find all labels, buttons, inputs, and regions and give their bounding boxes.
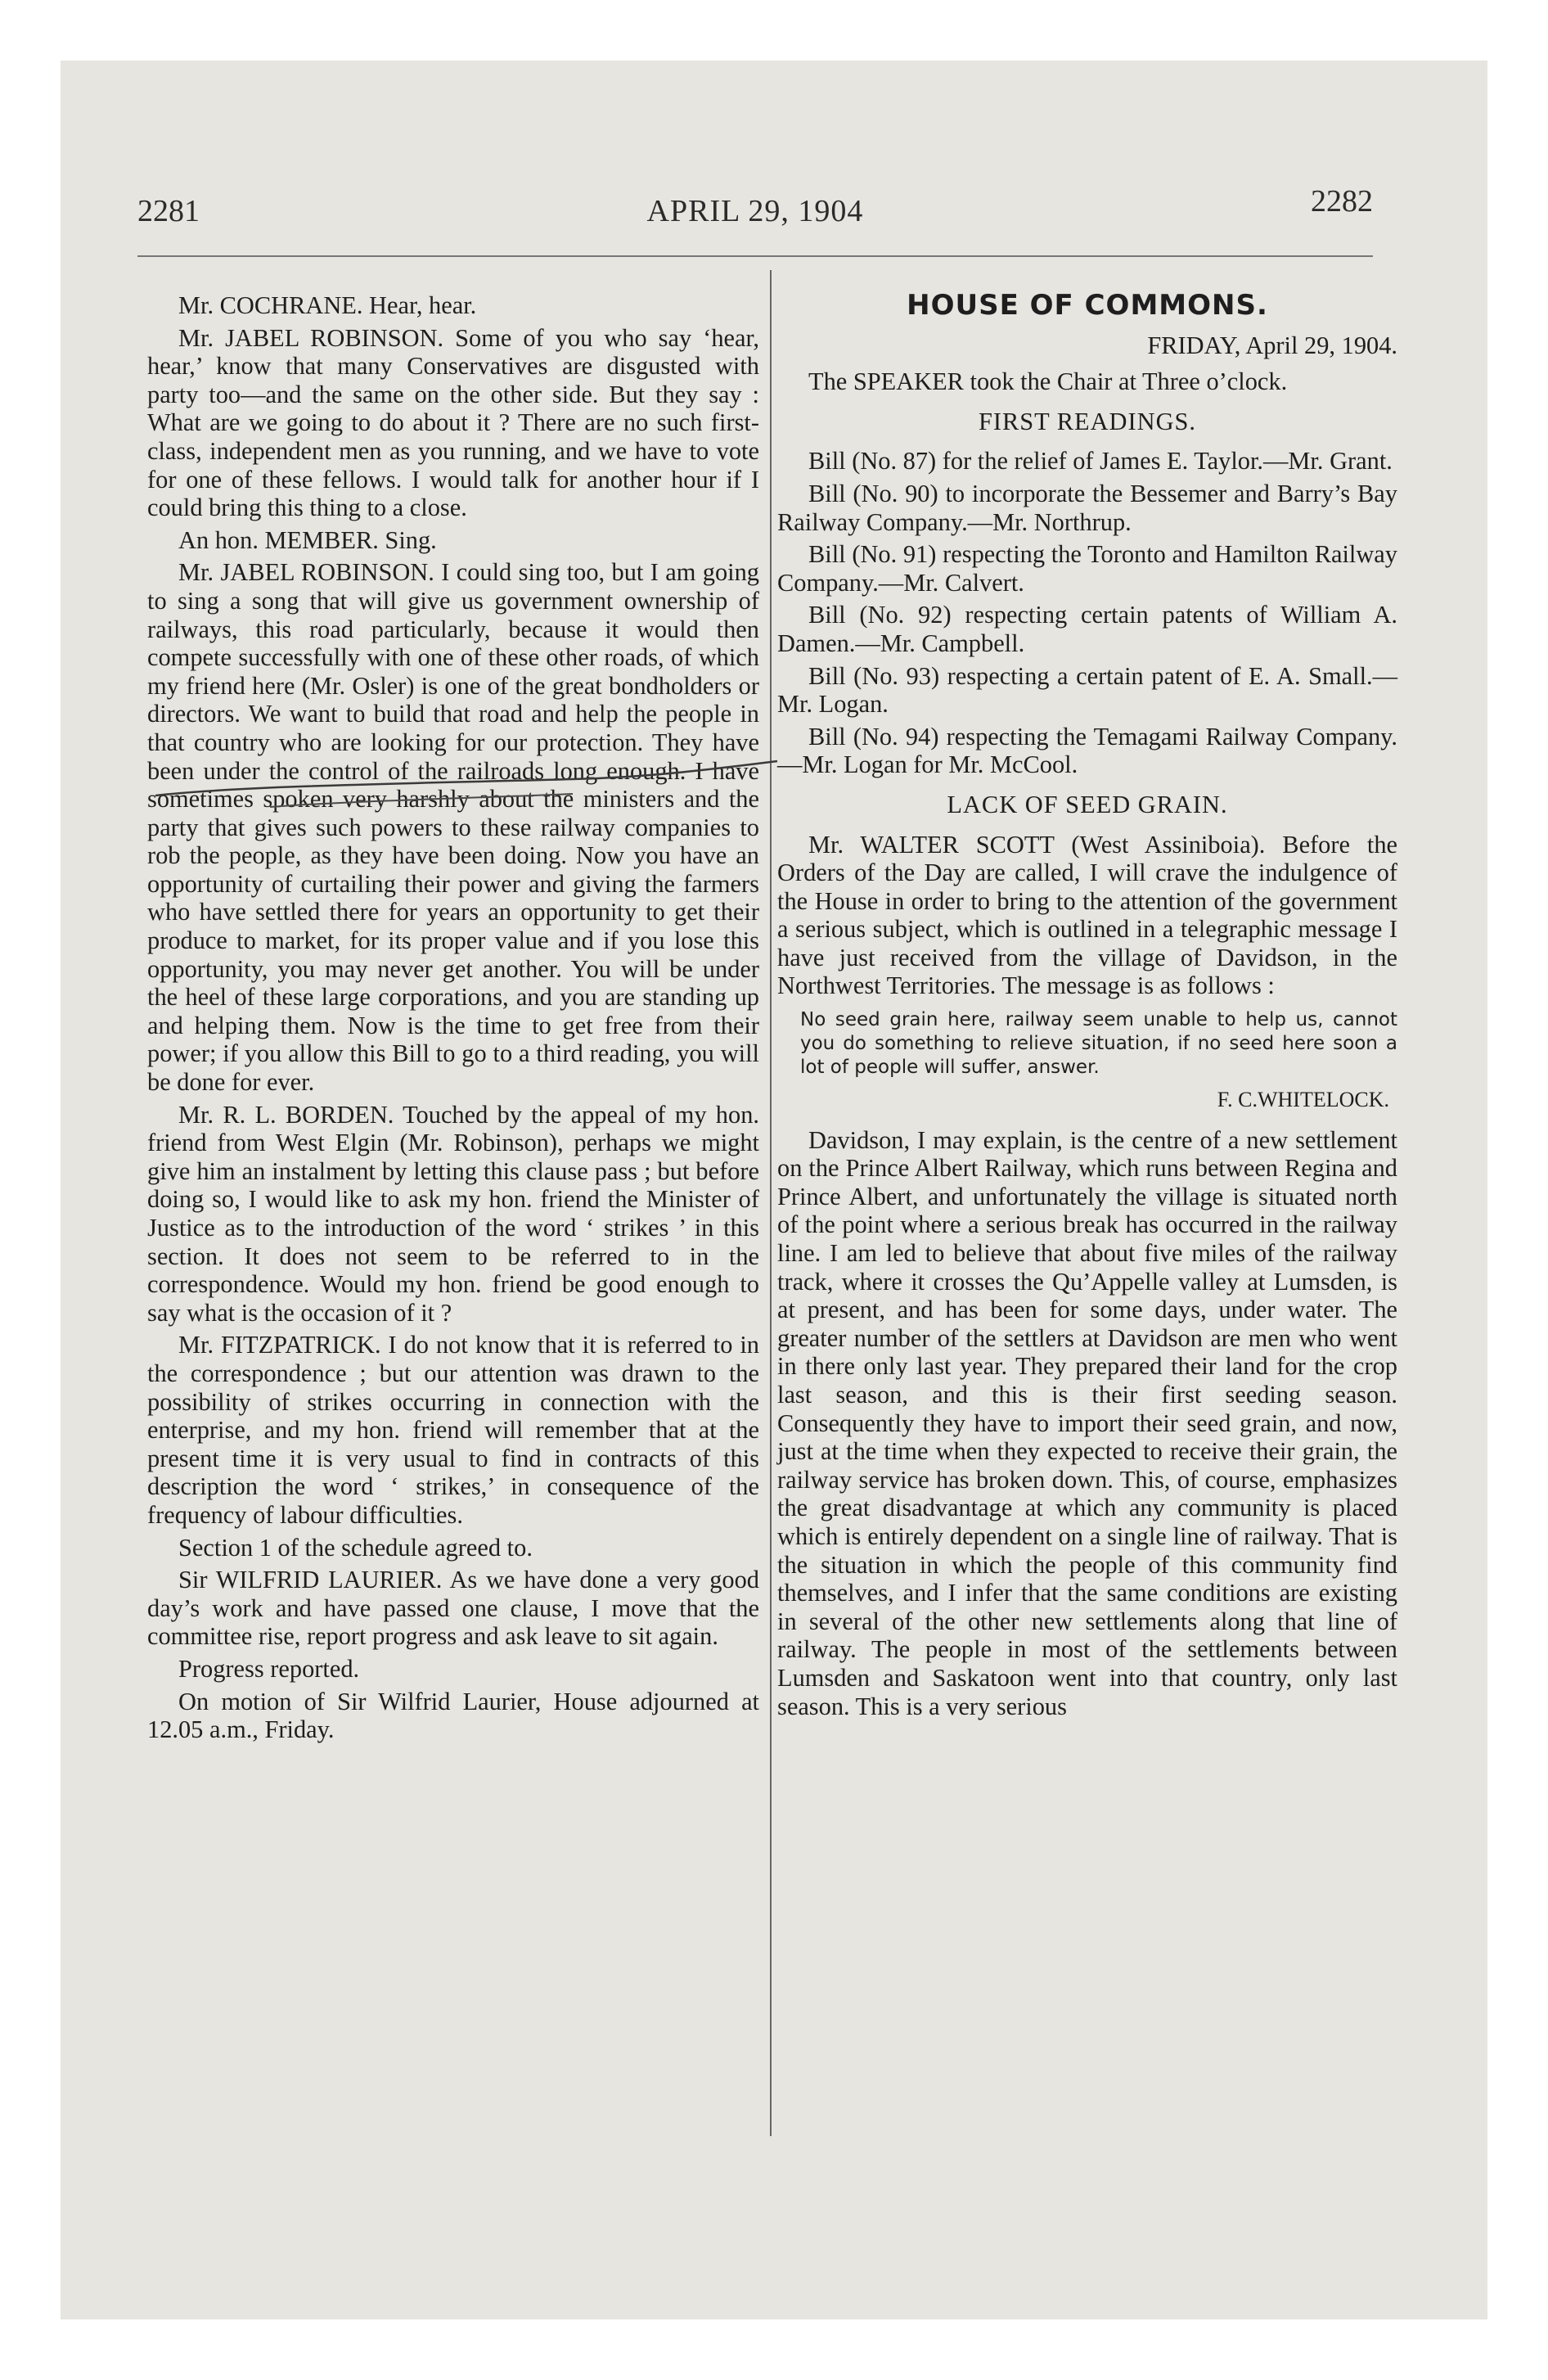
paragraph: Sir WILFRID LAURIER. As we have done a very good day’s work and have passed one clause, I move that the committee rise, report progress and ask leave to sit again.: [147, 1566, 759, 1651]
right-column: [777, 291, 1397, 1724]
paragraph: Mr. FITZPATRICK. I do not know that it is referred to in the correspondence ; but our attention was drawn to the possibility of strikes occurring in connection with the enterprise, and my hon. friend will remember that at the present time it is very usual to find in contracts of this description the word ‘ strikes,’ in consequence of the frequency of labour difficulties.: [147, 1331, 759, 1529]
bill-entry: Bill (No. 91) respecting the Toronto and Hamilton Railway Company.—Mr. Calvert.: [777, 540, 1397, 597]
dateline: FRIDAY, April 29, 1904.: [1147, 331, 1397, 359]
opening-paragraph: The SPEAKER took the Chair at Three o’clock.: [808, 367, 1288, 396]
page-header: [137, 184, 1373, 234]
section-title-seed-grain: LACK OF SEED GRAIN.: [947, 790, 1228, 818]
bill-entry: Bill (No. 92) respecting certain patents of William A. Damen.—Mr. Campbell.: [777, 601, 1397, 657]
left-page-number: 2281: [137, 194, 200, 228]
paragraph: On motion of Sir Wilfrid Laurier, House adjourned at 12.05 a.m., Friday.: [147, 1687, 759, 1744]
column-divider: [770, 270, 772, 2136]
paragraph: Mr. JABEL ROBINSON. I could sing too, but I am going to sing a song that will give us government ownership of railways, this road particularly, because it would then compete successfully with one of these other roads, of which my friend here (Mr. Osler) is one of the great bondholders or directors. We want to build that road and help the people in that country who are looking for our protection. They have been under the control of the railroads long enough. I have sometimes spoken very harshly about the ministers and the party that gives such powers to these railway companies to rob the people, as they have been doing. Now you have an opportunity of curtailing their power and giving the farmers who have settled there for years an opportunity to get their produce to market, for its proper value and if you lose this opportunity, you may never get another. You will be under the heel of these large corporations, and you are standing up and helping them. Now is the time to get free from their power; if you allow this Bill to go to a third reading, you will be done for ever.: [147, 558, 759, 1097]
paragraph: An hon. MEMBER. Sing.: [178, 525, 437, 554]
left-column: [147, 291, 759, 1748]
right-page-number: 2282: [1311, 184, 1373, 219]
paragraph: Davidson, I may explain, is the centre of a new settlement on the Prince Albert Railway, which runs between Regina and Prince Albert, and unfortunately the village is situated north of the point where a serious break has occurred in the railway line. I am led to believe that about five miles of the railway track, where it crosses the Qu’Appelle valley at Lumsden, is at present, and has been for some days, under water. The greater number of the settlers at Davidson are men who went in there only last year. They prepared their land for the crop last season, and this is their first seeding season. Consequently they have to import their seed grain, and now, just at the time when they expected to receive their grain, the railway service has broken down. This, of course, emphasizes the great disadvantage at which any community is placed which is entirely dependent on a single line of railway. That is the situation in which the people of this community find themselves, and I infer that the same conditions are existing in several of the other new settlements along that line of railway. The people in most of the settlements between Lumsden and Saskatoon went into that country, only last season. This is a very serious: [777, 1125, 1397, 1720]
bill-entry: Bill (No. 93) respecting a certain patent of E. A. Small.—Mr. Logan.: [777, 661, 1397, 719]
header-date: APRIL 29, 1904: [646, 194, 864, 228]
paragraph: Mr. WALTER SCOTT (West Assiniboia). Before the Orders of the Day are called, I will crave the indulgence of the House in order to bring to the attention of the government a serious subject, which is outlined in a telegraphic message I have just received from the village of Davidson, in the Northwest Territories. The message is as follows :: [777, 830, 1397, 1000]
bill-entry: Bill (No. 87) for the relief of James E. Taylor.—Mr. Grant.: [808, 447, 1393, 476]
bill-entry: Bill (No. 94) respecting the Temagami Railway Company.—Mr. Logan for Mr. McCool.: [777, 722, 1397, 779]
telegram-signature: F. C.WHITELOCK.: [1217, 1088, 1389, 1112]
paragraph: Section 1 of the schedule agreed to.: [178, 1533, 533, 1562]
header-rule: [137, 255, 1373, 257]
paragraph: Mr. R. L. BORDEN. Touched by the appeal of my hon. friend from West Elgin (Mr. Robinson), perhaps we might give him an instalment by letting this clause pass ; but before doing so, I would like to ask my hon. friend the Minister of Justice as to the introduction of the word ‘ strikes ’ in this section. It does not seem to be referred to in the correspondence. Would my hon. friend be good enough to say what is the occasion of it ?: [147, 1100, 759, 1327]
section-title-first-readings: FIRST READINGS.: [978, 407, 1197, 435]
house-title: HOUSE OF COMMONS.: [907, 289, 1268, 322]
bill-entry: Bill (No. 90) to incorporate the Bessemer and Barry’s Bay Railway Company.—Mr. Northrup.: [777, 479, 1397, 536]
paragraph: Mr. COCHRANE. Hear, hear.: [178, 291, 477, 319]
paragraph: Progress reported.: [178, 1654, 360, 1683]
telegram-quote: No seed grain here, railway seem unable to help us, cannot you do something to relieve situation, if no seed here soon a lot of people will suffer, answer.: [800, 1009, 1397, 1079]
paragraph: Mr. JABEL ROBINSON. Some of you who say ‘hear, hear,’ know that many Conservatives are disgusted with party too—and the same on the other side. But they say : What are we going to do about it ? There are no such first-class, independent men as you running, and we have to vote for one of these fellows. I would talk for another hour if I could bring this thing to a close.: [147, 323, 759, 522]
